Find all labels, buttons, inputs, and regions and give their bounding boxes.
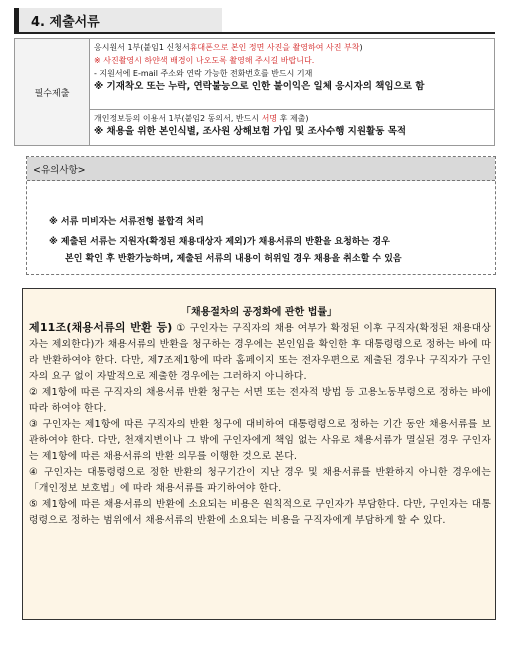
photo-instruction: 휴대폰으로 본인 정면 사진을 촬영하여 사진 부착 xyxy=(189,43,360,52)
application-form-suffix: ) xyxy=(359,43,363,52)
responsibility-note: ※ 기재착오 또는 누락, 연락불능으로 인한 불이익은 일체 응시자의 책임으로 함 xyxy=(94,81,425,92)
application-form-text: 응시원서 1부(붙임1 신청서 xyxy=(94,43,190,52)
consent-form-text: 개인정보등의 이용서 1부(붙임2 동의서, 반드시 xyxy=(94,114,262,123)
notice-item-2-line-1: ※ 제출된 서류는 지원자(확정된 채용대상자 제외)가 채용서류의 반환을 요청하는 경우 xyxy=(49,237,390,247)
signature-highlight: 서명 xyxy=(261,114,278,123)
law-clause-1: ① 구인자는 구직자의 채용 여부가 확정된 이후 구직자(확정된 채용대상자는 제외한다)가 채용서류의 반환을 청구하는 경우에는 본인임을 확인한 후 대통령령으로 정하는 바에 따라 반환하여야 한다. 다만, 제7조제1항에 따라 홈페이지 또는 전자우편으로 제출된 경우나 구직자가 구인자의 요구 없이 자발적으로 제출한 경우에는 그러하지 아니하다. xyxy=(29,323,491,382)
notice-header-text: <유의사항> xyxy=(33,165,86,176)
section-divider xyxy=(14,32,495,34)
application-form-cell xyxy=(90,39,495,110)
law-clause-4: ④ 구인자는 대통령령으로 정한 반환의 청구기간이 지난 경우 및 채용서류를 반환하지 아니한 경우에는 「개인정보 보호법」에 따라 채용서류를 파기하여야 한다. xyxy=(29,467,491,494)
required-label: 필수제출 xyxy=(15,39,90,146)
consent-form-suffix: 후 제출) xyxy=(277,114,309,123)
notice-box xyxy=(26,156,496,275)
contact-info-note: - 지원서에 E-mail 주소와 연락 가능한 전화번호를 반드시 기재 xyxy=(94,69,313,78)
article-heading: 제11조(채용서류의 반환 등) xyxy=(29,321,173,334)
law-clause-2: ② 제1항에 따른 구직자의 채용서류 반환 청구는 서면 또는 전자적 방법 등 고용노동부령으로 정하는 바에 따라 하여야 한다. xyxy=(29,387,491,414)
photo-background-note: ※ 사진촬영시 하얀색 배경이 나오도록 촬영해 주시길 바랍니다. xyxy=(94,56,315,65)
law-clause-3: ③ 구인자는 제1항에 따른 구직자의 반환 청구에 대비하여 대통령령으로 정하는 기간 동안 채용서류를 보관하여야 한다. 다만, 천재지변이나 그 밖에 구인자에게 책임 없는 사유로 채용서류가 멸실된 경우 구인자는 제1항에 따른 채용서류의 반환 의무를 이행한 것으로 본다. xyxy=(29,419,491,462)
application-form-line xyxy=(94,41,490,54)
notice-item-2-line-2: 본인 확인 후 반환가능하며, 제출된 서류의 내용이 허위일 경우 채용을 취소할 수 있음 xyxy=(65,254,402,264)
law-excerpt-box xyxy=(22,288,496,620)
consent-form-cell xyxy=(90,110,495,146)
purpose-note: ※ 채용을 위한 본인식별, 조사원 상해보험 가입 및 조사수행 지원활동 목적 xyxy=(94,126,407,137)
law-paragraph-1 xyxy=(29,320,491,385)
law-body xyxy=(29,320,491,529)
notice-header xyxy=(27,157,495,181)
required-documents-table xyxy=(14,38,495,146)
section-title: 4. 제출서류 xyxy=(31,15,100,30)
law-clause-5: ⑤ 제1항에 따른 채용서류의 반환에 소요되는 비용은 원칙적으로 구인자가 부담한다. 다만, 구인자는 대통령령으로 정하는 범위에서 채용서류의 반환에 소요되는 비용을 구직자에게 부담하게 할 수 있다. xyxy=(29,499,491,526)
section-header xyxy=(14,8,222,32)
notice-item-1: ※ 서류 미비자는 서류전형 불합격 처리 xyxy=(49,217,204,227)
consent-form-line xyxy=(94,112,490,125)
law-title: ｢채용절차의 공정화에 관한 법률｣ xyxy=(185,307,333,318)
